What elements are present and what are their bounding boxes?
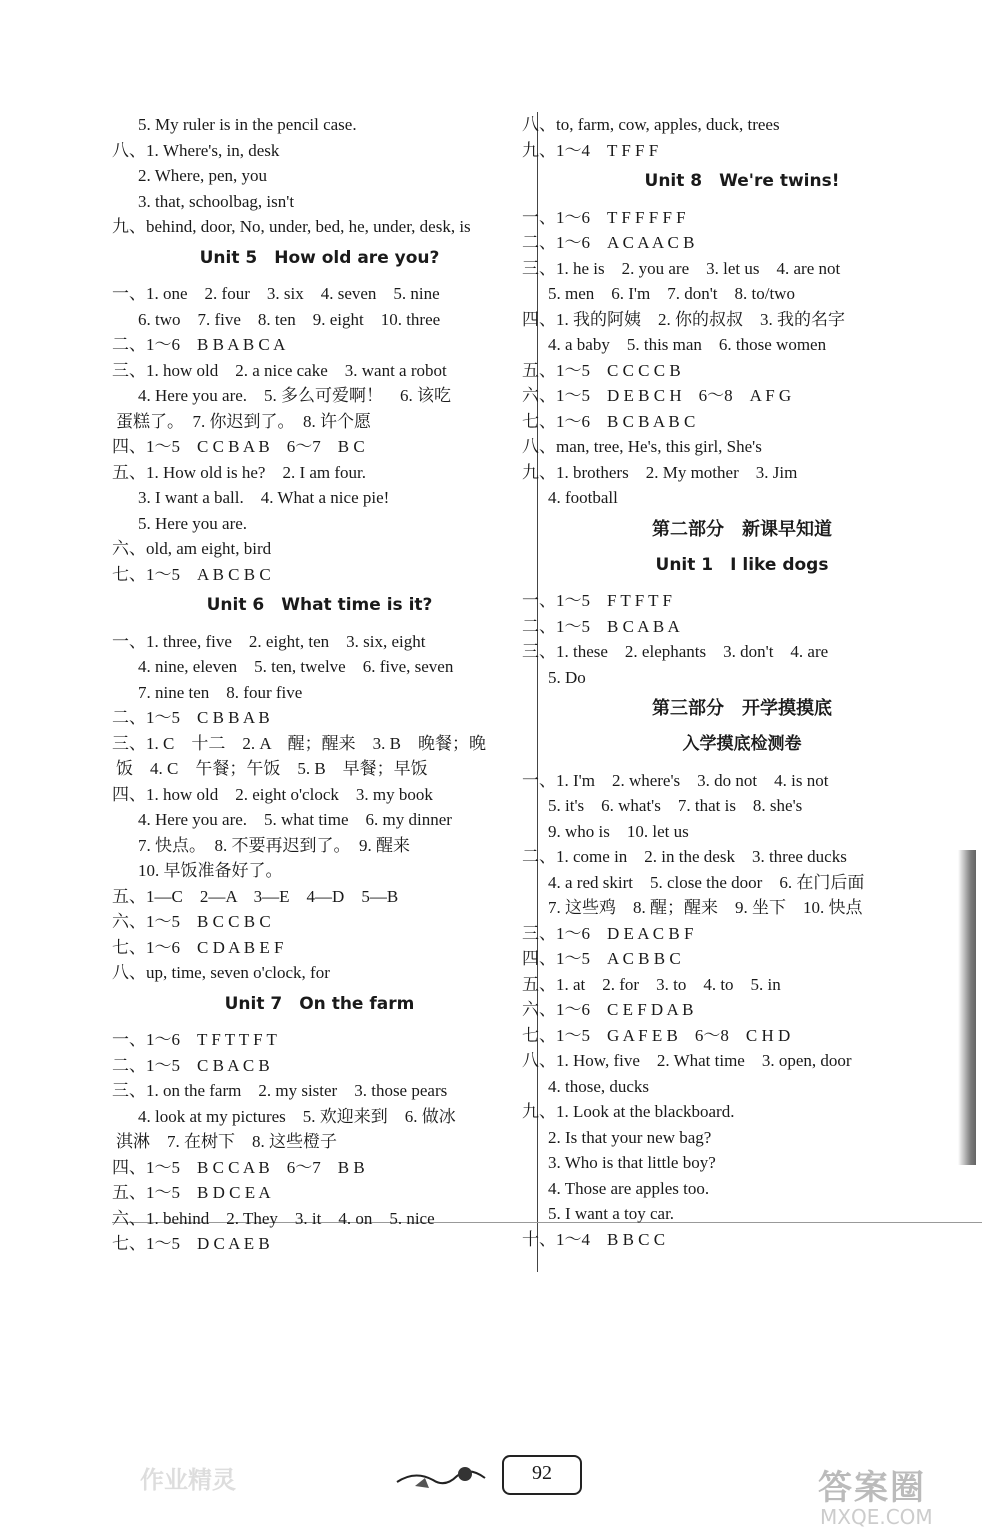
answer-line: 4. Here you are. 5. what time 6. my dinner (138, 810, 452, 829)
answer-line: 2. Where, pen, you (138, 166, 268, 185)
right-column (522, 112, 962, 1252)
answer-line: 5. Here you are. (138, 513, 248, 533)
page-number: 92 (502, 1455, 582, 1495)
answer-line: 五、1. How old is he? 2. I am four. (112, 462, 367, 482)
answer-line: 3. that, schoolbag, isn't (138, 191, 295, 211)
answer-line: 六、old, am eight, bird (112, 539, 272, 558)
answer-line: 七、1～5 A B C B C (112, 564, 271, 584)
answer-line: 九、behind, door, No, under, bed, he, under, desk, is (112, 217, 471, 236)
answer-line: 二、1～5 C B A C B (112, 1055, 270, 1075)
answer-line: 四、1～5 C C B A B 6～7 B C (112, 437, 365, 456)
answer-line: 7. 快点。 8. 不要再迟到了。 9. 醒来 (138, 835, 410, 855)
answer-line: 5. I want a toy car. (548, 1204, 675, 1223)
answer-line: 4. those, ducks (548, 1076, 650, 1096)
answer-line: 4. nine, eleven 5. ten, twelve 6. five, seven (138, 657, 454, 676)
answer-line: 5. it's 6. what's 7. that is 8. she's (548, 796, 803, 815)
answer-line: 三、1. on the farm 2. my sister 3. those pears (112, 1081, 448, 1100)
answer-line: 九、1. Look at the blackboard. (522, 1102, 735, 1121)
unit-heading: Unit 6 What time is it? (206, 595, 433, 615)
answer-line: 4. Here you are. 5. 多么可爱啊！ 6. 该吃 (138, 386, 452, 405)
answer-line: 二、1～5 C B B A B (112, 708, 270, 727)
answer-line: 9. who is 10. let us (548, 821, 689, 841)
answer-line: 七、1～5 G A F E B 6～8 C H D (522, 1025, 791, 1045)
unit-heading: Unit 7 On the farm (224, 993, 415, 1014)
answer-line: 一、1. I'm 2. where's 3. do not 4. is not (522, 770, 829, 790)
unit-heading: Unit 8 We're twins! (644, 171, 840, 191)
answer-line: 淇淋 7. 在树下 8. 这些橙子 (116, 1132, 337, 1151)
answer-line: 5. My ruler is in the pencil case. (138, 115, 357, 134)
answer-line: 六、1～6 C E F D A B (522, 1000, 694, 1019)
answer-line: 四、1～5 B C C A B 6～7 B B (112, 1157, 365, 1177)
answer-line: 4. football (548, 488, 618, 507)
answer-line: 6. two 7. five 8. ten 9. eight 10. three (138, 309, 441, 329)
answer-line: 一、1～6 T F T T F T (112, 1030, 277, 1049)
answer-line: 饭 4. C 午餐；午饭 5. B 早餐；早饭 (116, 759, 428, 778)
answer-line: 十、1～4 B B C C (522, 1229, 666, 1249)
answer-line: 2. Is that your new bag? (548, 1127, 712, 1147)
answer-line: 七、1～5 D C A E B (112, 1234, 270, 1253)
answer-line: 六、1～5 D E B C H 6～8 A F G (522, 386, 792, 405)
unit-heading: Unit 1 I like dogs (655, 554, 829, 575)
answer-line: 二、1～5 B C A B A (522, 616, 680, 636)
answer-line: 5. Do (548, 667, 586, 687)
faint-logo: 作业精灵 (140, 1466, 236, 1494)
answer-line: 4. a red skirt 5. close the door 6. 在门后面 (548, 872, 865, 892)
answer-line: 三、1. he is 2. you are 3. let us 4. are not (522, 258, 841, 278)
answer-line: 3. I want a ball. 4. What a nice pie! (138, 488, 390, 507)
answer-line: 三、1～6 D E A C B F (522, 923, 694, 943)
answer-line: 二、1～6 A C A A C B (522, 233, 695, 252)
answer-line: 二、1. come in 2. in the desk 3. three ducks (522, 847, 847, 866)
answer-line: 二、1～6 B B A B C A (112, 335, 286, 354)
answer-line: 五、1～5 B D C E A (112, 1183, 271, 1202)
answer-line: 3. Who is that little boy? (548, 1153, 716, 1172)
answer-line: 一、1. one 2. four 3. six 4. seven 5. nine (112, 284, 440, 303)
answer-line: 五、1—C 2—A 3—E 4—D 5—B (112, 886, 399, 906)
answer-line: 七、1～6 C D A B E F (112, 937, 284, 957)
answer-line: 一、1～5 F T F T F (522, 591, 672, 610)
answer-line: 三、1. how old 2. a nice cake 3. want a robot (112, 360, 447, 380)
answer-line: 7. 这些鸡 8. 醒；醒来 9. 坐下 10. 快点 (548, 898, 863, 917)
answer-line: 三、1. these 2. elephants 3. don't 4. are (522, 642, 829, 661)
answer-line: 10. 早饭准备好了。 (138, 861, 283, 880)
cartoon-decoration-icon (395, 1462, 500, 1492)
answer-line: 4. Those are apples too. (548, 1178, 710, 1198)
answer-line: 九、1～4 T F F F (522, 140, 659, 160)
answer-line: 四、1～5 A C B B C (522, 949, 681, 968)
answer-line: 八、man, tree, He's, this girl, She's (522, 437, 762, 456)
answer-line: 四、1. 我的阿姨 2. 你的叔叔 3. 我的名字 (522, 309, 845, 329)
left-column (112, 112, 527, 1257)
answer-line: 八、to, farm, cow, apples, duck, trees (522, 115, 780, 134)
answer-line: 7. nine ten 8. four five (138, 682, 303, 702)
unit-heading: 入学摸底检测卷 (682, 734, 802, 754)
answer-line: 5. men 6. I'm 7. don't 8. to/two (548, 284, 795, 303)
answer-line: 八、1. How, five 2. What time 3. open, door (522, 1051, 852, 1070)
answer-line: 四、1. how old 2. eight o'clock 3. my book (112, 784, 433, 804)
answer-line: 一、1. three, five 2. eight, ten 3. six, eight (112, 631, 426, 651)
answer-line: 三、1. C 十二 2. A 醒；醒来 3. B 晚餐；晚 (112, 733, 487, 753)
unit-heading: Unit 5 How old are you? (199, 247, 440, 268)
section-heading: 第三部分 开学摸摸底 (652, 698, 832, 719)
answer-line: 五、1～5 C C C C B (522, 360, 681, 380)
answer-line: 八、1. Where's, in, desk (112, 140, 280, 160)
answer-line: 4. look at my pictures 5. 欢迎来到 6. 做冰 (138, 1106, 456, 1126)
answer-line: 六、1. behind 2. They 3. it 4. on 5. nice (112, 1208, 435, 1228)
answer-line: 八、up, time, seven o'clock, for (112, 963, 330, 982)
answer-line: 九、1. brothers 2. My mother 3. Jim (522, 462, 798, 482)
section-heading: 第二部分 新课早知道 (652, 518, 832, 540)
watermark: 答案圈 (818, 1468, 926, 1508)
answer-line: 六、1～5 B C C B C (112, 912, 271, 931)
answer-line: 蛋糕了。 7. 你迟到了。 8. 许个愿 (116, 411, 371, 431)
answer-line: 4. a baby 5. this man 6. those women (548, 335, 827, 354)
watermark-url: MXQE.COM (820, 1505, 933, 1529)
answer-line: 五、1. at 2. for 3. to 4. to 5. in (522, 974, 781, 994)
answer-line: 一、1～6 T F F F F F (522, 207, 686, 227)
answer-line: 七、1～6 B C B A B C (522, 411, 696, 431)
